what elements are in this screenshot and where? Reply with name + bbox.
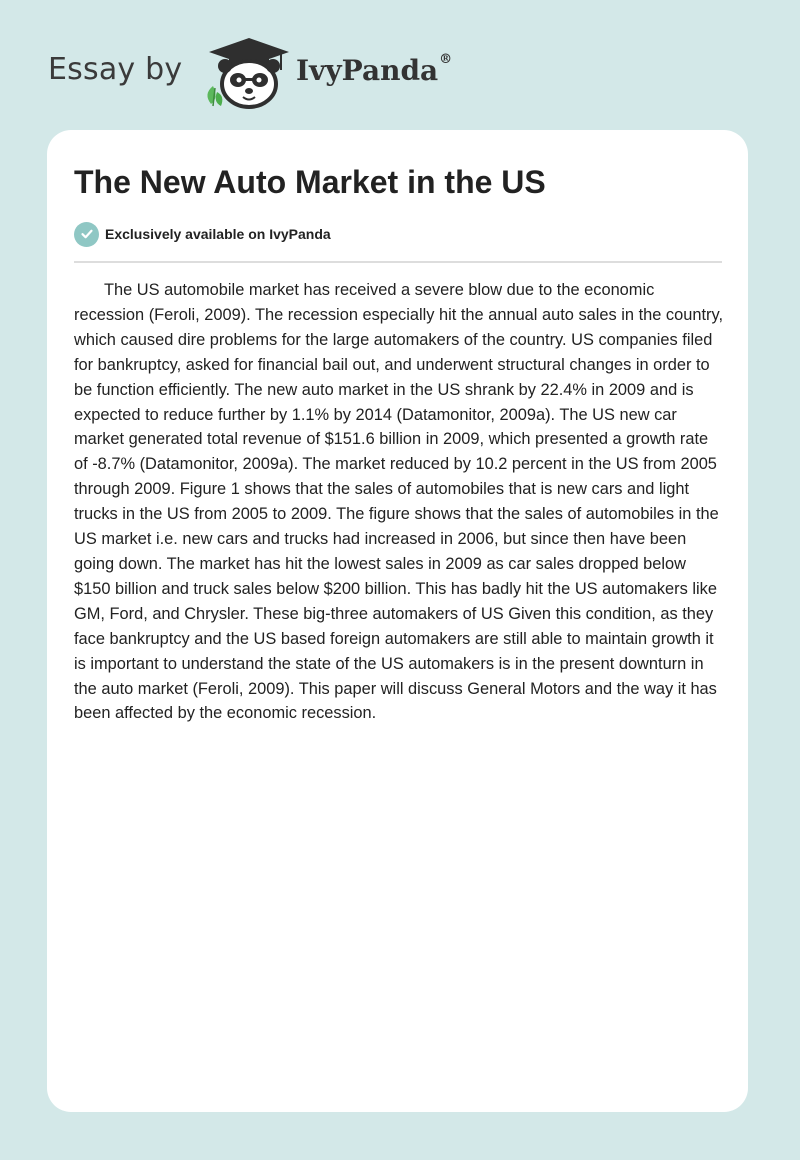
title-divider [74,261,722,263]
essay-by-label: Essay by [48,52,183,87]
article-body: The US automobile market has received a severe blow due to the economic recession (Feroli, 2009). The recession especially hit the annual auto sales in the country, which caused dire problems for the large automakers of the country. US companies filed for bankruptcy, asked for financial bail out, and underwent structural changes in order to be function efficiently. The new auto market in the US shrank by 22.4% in 2009 and is expected to reduce further by 1.1% by 2014 (Datamonitor, 2009a). The US new car market generated total revenue of $151.6 billion in 2009, which presented a growth rate of -8.7% (Datamonitor, 2009a). The market reduced by 10.2 percent in the US from 2005 through 2009. Figure 1 shows that the sales of automobiles that is new cars and light trucks in the US from 2005 to 2009. The figure shows that the sales of automobiles in the US market i.e. new cars and trucks had increased in 2006, but since then have been going down. The market has hit the lowest sales in 2009 as car sales dropped below $150 billion and truck sales below $200 billion. This has badly hit the US automakers like GM, Ford, and Chrysler. These big-three automakers of US Given this condition, as they face bankruptcy and the US based foreign automakers are still able to maintain growth it is important to understand the state of the US automakers is in the present downturn in the auto market (Feroli, 2009). This paper will discuss General Motors and the way it has been affected by the economic recession. [74,281,723,723]
exclusive-badge [74,221,331,247]
panda-logo-icon[interactable] [201,34,297,110]
site-header [48,30,488,110]
page-title: The New Auto Market in the US [74,164,546,200]
brand-name-text: IvyPanda [296,54,439,87]
badge-label: Exclusively available on IvyPanda [105,226,331,242]
registered-mark: ® [439,52,453,67]
brand-name[interactable] [296,54,452,87]
article-card [47,130,748,1112]
check-icon [74,222,99,247]
